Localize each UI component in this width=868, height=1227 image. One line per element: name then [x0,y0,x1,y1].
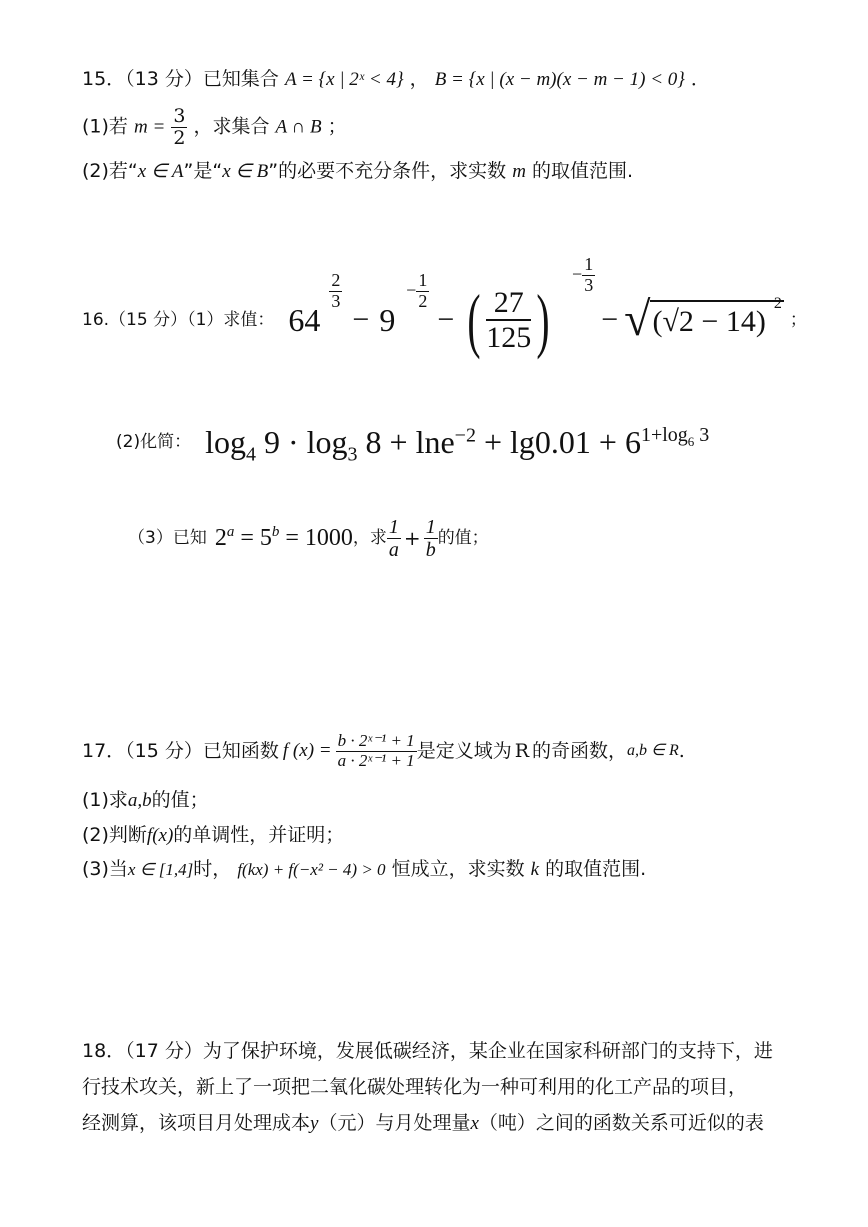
q17-part3 [82,858,646,882]
q16-p2-power-exp-base: 6 [687,434,695,450]
q17-p1-ab: a,b [127,790,152,811]
q15-p2-mid2: ”的必要不充分条件，求实数 [268,160,507,182]
q16-p2-power-exp-b: 3 [694,424,710,447]
q17-R: R [514,739,530,762]
q15-p1-var: m = [133,116,166,138]
q16-term4 [624,291,784,349]
q17-fx: f (x) = [282,739,332,761]
q16-term2-base: 9 [379,301,396,338]
q16-term2-exp-sign: − [406,280,417,301]
q16-term1 [288,269,342,339]
q16-p2-power-exp [640,424,710,450]
q16-term3-fraction [486,286,531,354]
q18-line3-b: （元）与月处理量 [318,1112,471,1134]
q18-line2: 行技术攻关，新上了一项把二氧化碳处理转化为一种可利用的化工产品的项目， [82,1076,748,1098]
q17-p2-label: (2)判断 [82,824,147,846]
q15-p1-prefix: (1)若 [82,115,128,138]
q16-p3-expression [215,524,353,553]
q15-p1-num: 3 [173,105,186,127]
q16-end1: ； [789,309,807,330]
q17-mid2: 的奇函数， [532,739,628,762]
q15-p2-a: x ∈ A [137,161,184,182]
q17-line1 [82,726,685,776]
q17-num: b · 2ˣ⁻¹ + 1 [337,730,415,750]
q17-part2 [82,824,344,848]
q16-p2-ln: 8 + lne [365,423,455,460]
q16-term2 [379,269,429,339]
q17-p3-label: (3)当 [82,858,128,880]
q16-p3-b: b [271,523,280,540]
q16-header: 16.（15 分）（1）求值： [82,309,275,330]
q15-part1 [82,106,347,149]
q16-term2-exp-den: 2 [418,290,428,311]
q16-op1: − [352,303,370,336]
q16-term1-exponent [329,271,342,312]
q17-p3-k: k [530,859,540,880]
q15-p1-end: ； [327,115,347,138]
q16-p2-log2-base: 3 [347,443,358,466]
q15-set-b: B = {x | (x − m)(x − m − 1) < 0} [434,69,685,90]
q16-p2-label: (2)化简： [116,431,192,452]
q16-p3-frac2-den: b [425,538,436,561]
q17-p2-end: 的单调性，并证明； [173,824,345,846]
q18-line3-x: x [470,1113,479,1134]
q16-p2-lg: + lg0.01 + 6 [483,423,641,460]
q16-p3-frac2-num: 1 [425,515,436,538]
q16-p3-frac1 [387,516,401,561]
q18-line1: 18．（17 分）为了保护环境，发展低碳经济，某企业在国家科研部门的支持下，进 [82,1040,773,1062]
q16-term1-exp-num: 2 [331,269,341,290]
q16-term3-exp-sign: − [572,264,583,285]
q17-p3-expr: f(kx) + f(−x² − 4) > 0 [237,860,386,879]
q16-term4-radical-icon: √ [624,293,651,347]
q17-p2-fx: f(x) [146,825,174,846]
q16-term3-rparen: ) [536,279,550,360]
q17-den: a · 2ˣ⁻¹ + 1 [337,750,415,770]
q16-p3-a: a [226,523,235,540]
q15-p2-m: m [512,161,526,182]
q16-p3-label: （3）已知 [128,527,207,548]
q16-term2-exponent [406,271,429,312]
q17-p3-mid: 时， [193,858,232,880]
q16-p3-mid: ，求 [352,527,387,548]
q16-p3-frac2 [424,516,438,561]
q15-part2 [82,160,633,184]
q16-p2-expression [205,423,710,466]
q17-ab: a,b ∈ R [627,742,679,760]
q16-p3-value: = 1000 [279,524,353,551]
q16-p3-two: 2 [214,524,227,551]
q17-fraction [336,732,417,770]
q16-part2 [116,418,709,466]
q15-p1-den: 2 [173,126,186,149]
q18-line3 [82,1112,764,1136]
q17-p3-mid2: 恒成立，求实数 [391,858,525,880]
q16-term3-exp-den: 3 [584,274,594,295]
q16-term3 [462,253,595,363]
q16-p3-five: = 5 [234,524,272,551]
q17-header: 17．（15 分）已知函数 [82,739,279,762]
q18-line3-c: （吨）之间的函数关系可近似的表 [478,1112,764,1134]
q15-p2-end: 的取值范围. [531,160,634,182]
q15-p2-prefix: (2)若“ [82,160,138,182]
q15-end: ． [690,68,710,90]
q16-term2-exp-num: 1 [418,269,428,290]
q17-part1 [82,789,209,813]
q17-p1-end: 的值； [151,789,209,811]
q16-term4-radicand [650,295,783,340]
q16-term1-exp-den: 3 [331,290,341,311]
q15-sep: ， [409,68,429,90]
q18-line3-a: 经测算，该项目月处理成本 [82,1112,311,1134]
q15-p1-fraction [171,106,187,149]
q16-p2-power-exp-a: 1+log [640,424,688,447]
q16-p2-log1: log [205,423,246,460]
q16-part1 [82,253,807,370]
q16-term1-base: 64 [288,301,321,338]
q16-p3-frac1-den: a [388,538,399,561]
q15-set-a: A = {x | 2ˣ < 4} [284,69,404,90]
q16-part3 [128,510,489,566]
q16-term3-den: 125 [486,320,532,354]
q15-line1 [82,68,710,92]
q16-term3-lparen: ( [467,279,481,360]
q16-p2-ln-exp: −2 [454,424,476,447]
q16-p2-log2: 9 · log [263,423,348,460]
q17-p3-end: 的取值范围. [545,858,647,880]
q17-mid: 是定义域为 [416,739,512,762]
q15-p1-mid: ，求集合 [193,115,270,138]
q16-p3-plus: + [403,526,421,550]
q16-op2: − [437,303,455,336]
q16-op3: − [601,303,619,336]
q15-p2-mid1: ”是“ [183,160,223,182]
q17-end: . [678,739,685,762]
q17-p1-label: (1)求 [82,789,128,811]
q16-p2-log1-base: 4 [245,443,256,466]
q18-line3-y: y [310,1113,319,1134]
q16-term3-num: 27 [486,286,531,321]
q16-term4-exp: 2 [773,295,782,312]
q16-p3-end: 的值； [437,527,489,548]
q17-p3-x: x ∈ [1,4] [127,860,194,879]
q15-p2-b: x ∈ B [222,161,269,182]
q15-header: 15．（13 分）已知集合 [82,68,279,90]
q16-term3-exponent [572,255,595,296]
q16-term3-exp-num: 1 [584,253,594,274]
q16-term4-inner: (√2 − 14) [652,305,766,338]
q16-p3-frac1-num: 1 [388,515,399,538]
q15-p1-expr: A ∩ B [275,116,322,138]
